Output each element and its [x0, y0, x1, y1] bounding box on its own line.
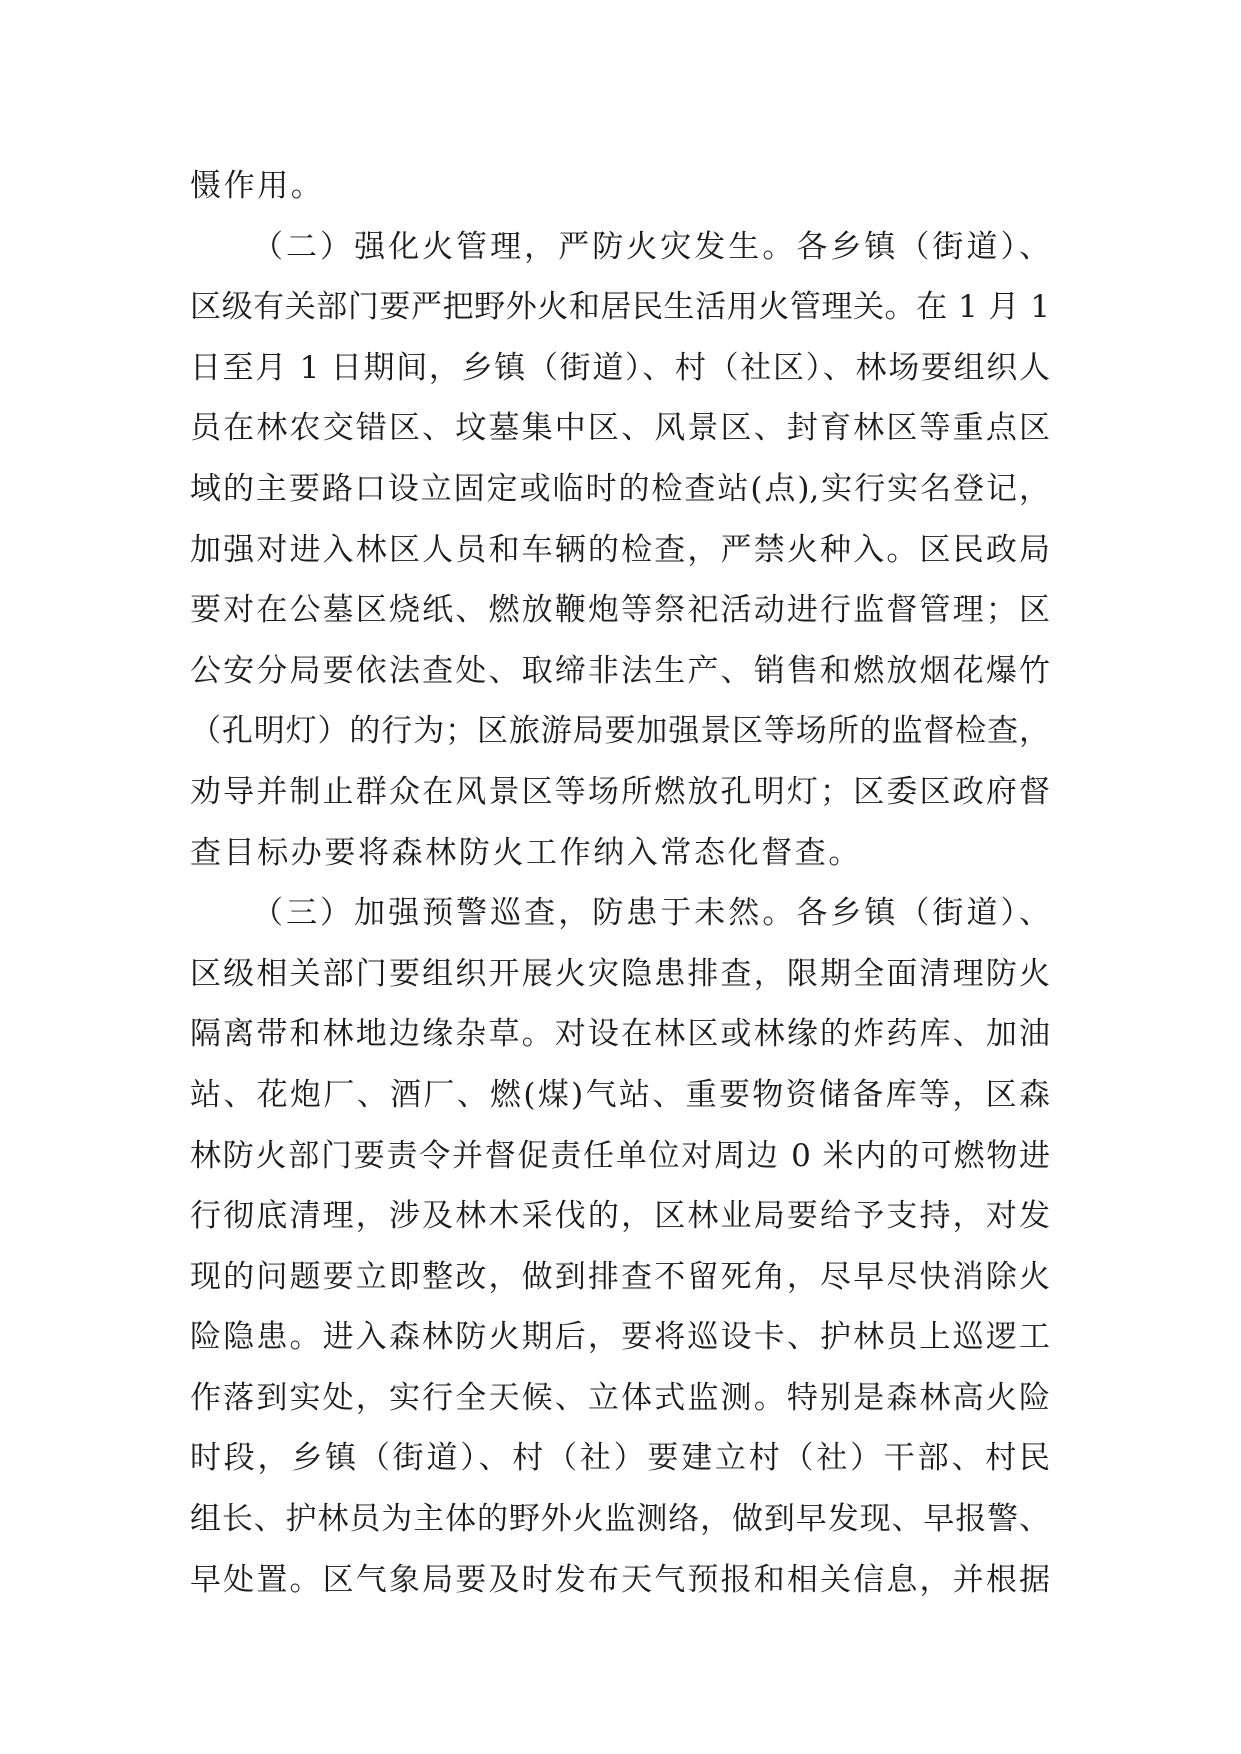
text-line: 慑作用。: [190, 168, 325, 204]
text-line: 要对在公墓区烧纸、燃放鞭炮等祭祀活动进行监督管理；区: [190, 592, 1050, 629]
text-line: 站、花炮厂、酒厂、燃(煤)气站、重要物资储备库等，区森: [190, 1076, 1050, 1113]
section-heading-line: （二）强化火管理，严防火灾发生。各乡镇（街道）、: [252, 228, 1050, 265]
text-line: 劝导并制止群众在风景区等场所燃放孔明灯；区委区政府督: [190, 773, 1050, 810]
text-line: （孔明灯）的行为；区旅游局要加强景区等场所的监督检查，: [190, 713, 1050, 750]
text-line: 公安分局要依法查处、取缔非法生产、销售和燃放烟花爆竹: [190, 652, 1050, 689]
section-heading-line: （三）加强预警巡查，防患于未然。各乡镇（街道）、: [252, 895, 1050, 932]
text-line: 时段，乡镇（街道）、村（社）要建立村（社）干部、村民: [190, 1440, 1050, 1477]
text-line: 险隐患。进入森林防火期后，要将巡设卡、护林员上巡逻工: [190, 1319, 1050, 1356]
text-line: 区级有关部门要严把野外火和居民生活用火管理关。在 1 月 1: [190, 289, 1050, 326]
text-line: 作落到实处，实行全天候、立体式监测。特别是森林高火险: [190, 1379, 1050, 1416]
text-line: 组长、护林员为主体的野外火监测络，做到早发现、早报警、: [190, 1501, 1050, 1538]
text-line: 早处置。区气象局要及时发布天气预报和相关信息，并根据: [190, 1561, 1050, 1598]
text-line: 现的问题要立即整改，做到排查不留死角，尽早尽快消除火: [190, 1258, 1050, 1295]
text-line: 区级相关部门要组织开展火灾隐患排查，限期全面清理防火: [190, 955, 1050, 992]
text-line: 加强对进入林区人员和车辆的检查，严禁火种入。区民政局: [190, 531, 1050, 568]
body-text: [190, 156, 1050, 1610]
text-line: 行彻底清理，涉及林木采伐的，区林业局要给予支持，对发: [190, 1198, 1050, 1235]
text-line: 查目标办要将森林防火工作纳入常态化督查。: [190, 834, 862, 871]
text-line: 员在林农交错区、坟墓集中区、风景区、封育林区等重点区: [190, 410, 1050, 447]
text-line: 隔离带和林地边缘杂草。对设在林区或林缘的炸药库、加油: [190, 1016, 1050, 1053]
text-line: 日至月 1 日期间，乡镇（街道）、村（社区）、林场要组织人: [190, 349, 1050, 386]
text-line: 域的主要路口设立固定或临时的检查站(点),实行实名登记，: [190, 470, 1050, 507]
text-line: 林防火部门要责令并督促责任单位对周边 0 米内的可燃物进: [190, 1137, 1050, 1174]
